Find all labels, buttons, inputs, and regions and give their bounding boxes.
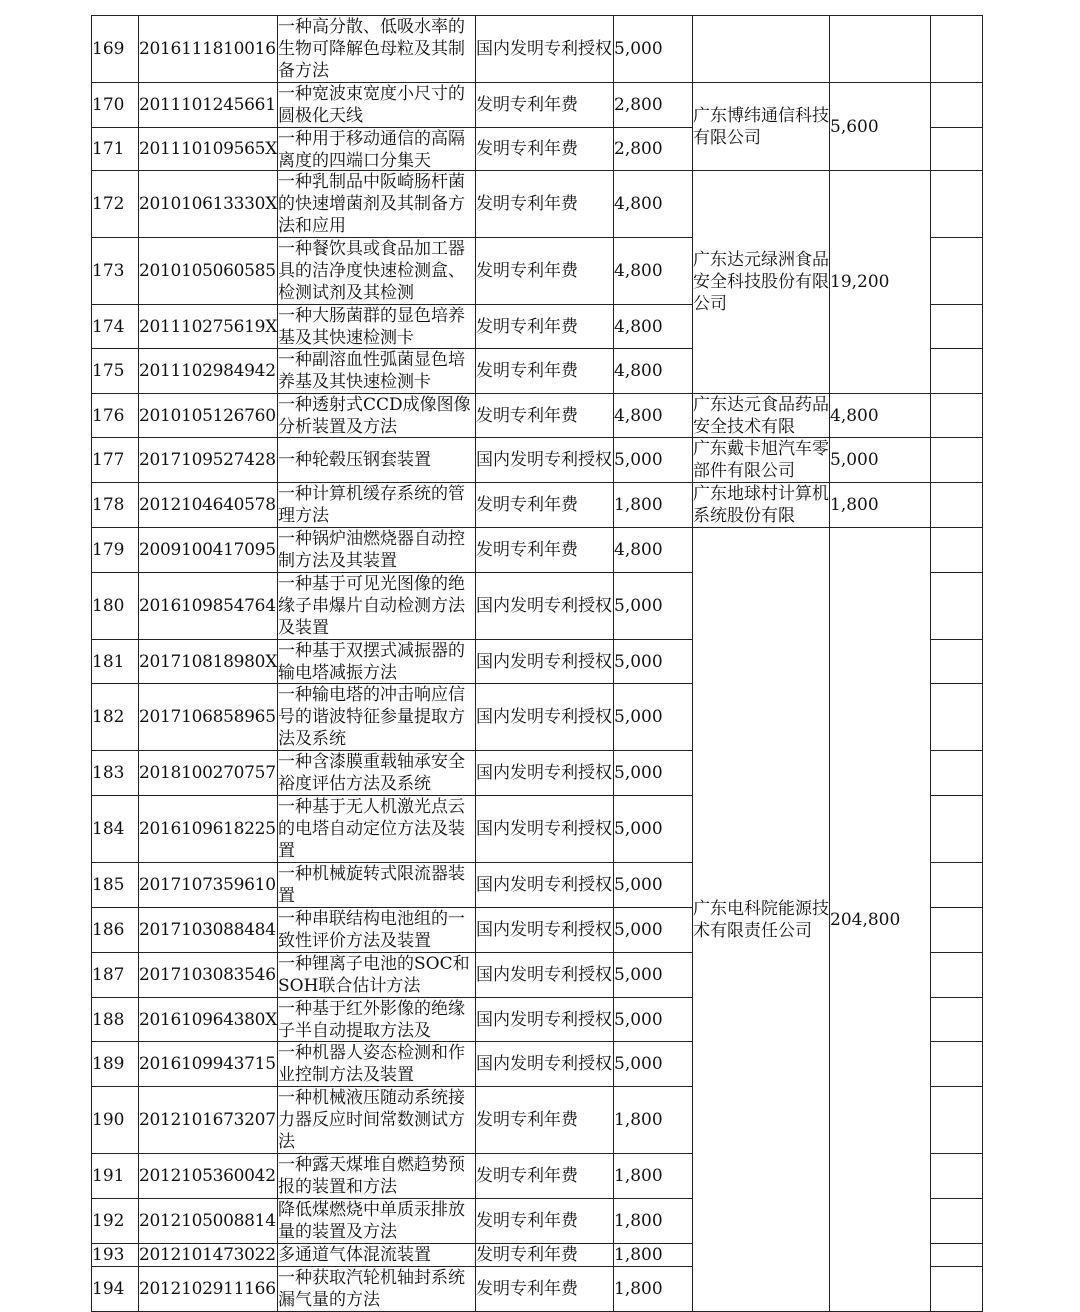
subsidy-amount: 4,800 bbox=[614, 394, 693, 438]
patent-number: 2012105008814 bbox=[139, 1199, 278, 1244]
patent-name: 一种获取汽轮机轴封系统漏气量的方法 bbox=[278, 1268, 465, 1310]
subsidy-type: 发明专利年费 bbox=[476, 1154, 614, 1199]
subsidy-amount: 4,800 bbox=[614, 238, 693, 305]
row-number: 193 bbox=[92, 1244, 139, 1267]
row-number: 182 bbox=[92, 684, 139, 751]
patent-name: 一种高分散、低吸水率的生物可降解色母粒及其制备方法 bbox=[278, 17, 465, 81]
subsidy-type: 国内发明专利授权 bbox=[476, 640, 614, 684]
company-name-cell bbox=[693, 438, 830, 483]
row-number: 185 bbox=[92, 863, 139, 908]
subsidy-amount: 4,800 bbox=[614, 349, 693, 394]
subsidy-type: 发明专利年费 bbox=[476, 1244, 614, 1267]
row-number: 174 bbox=[92, 305, 139, 349]
patent-name-cell bbox=[278, 16, 476, 83]
patent-number: 2017103083546 bbox=[139, 953, 278, 998]
patent-name-cell bbox=[278, 483, 476, 528]
patent-name-cell bbox=[278, 305, 476, 349]
row-number: 177 bbox=[92, 438, 139, 483]
subsidy-type: 发明专利年费 bbox=[476, 1199, 614, 1244]
company-total: 5,000 bbox=[830, 438, 931, 483]
subsidy-amount: 5,000 bbox=[614, 640, 693, 684]
subsidy-type: 国内发明专利授权 bbox=[476, 438, 614, 483]
patent-name-cell bbox=[278, 528, 476, 573]
blank-cell bbox=[931, 1244, 983, 1267]
patent-name-cell bbox=[278, 1244, 476, 1267]
blank-cell bbox=[931, 751, 983, 796]
patent-number: 2016111810016 bbox=[139, 16, 278, 83]
blank-cell bbox=[931, 394, 983, 438]
company-name-cell bbox=[693, 528, 830, 1312]
row-number: 179 bbox=[92, 528, 139, 573]
row-number: 173 bbox=[92, 238, 139, 305]
patent-name-cell bbox=[278, 863, 476, 908]
subsidy-amount: 5,000 bbox=[614, 998, 693, 1042]
row-number: 178 bbox=[92, 483, 139, 528]
patent-name: 一种宽波束宽度小尺寸的圆极化天线 bbox=[278, 84, 465, 126]
table-row bbox=[92, 83, 983, 128]
company-name-cell bbox=[693, 394, 830, 438]
row-number: 171 bbox=[92, 128, 139, 171]
table-row bbox=[92, 528, 983, 573]
patent-number: 201710818980X bbox=[139, 640, 278, 684]
patent-name-cell bbox=[278, 128, 476, 171]
patent-number: 2018100270757 bbox=[139, 751, 278, 796]
subsidy-amount: 5,000 bbox=[614, 796, 693, 863]
patent-name: 一种机械液压随动系统接力器反应时间常数测试方法 bbox=[278, 1088, 465, 1152]
patent-number: 2017103088484 bbox=[139, 908, 278, 953]
patent-name: 一种基于红外影像的绝缘子半自动提取方法及 bbox=[278, 999, 465, 1041]
blank-cell bbox=[931, 908, 983, 953]
company-name: 广东地球村计算机系统股份有限 bbox=[693, 484, 829, 526]
patent-name: 一种餐饮具或食品加工器具的洁净度快速检测盒、检测试剂及其检测 bbox=[278, 239, 465, 303]
subsidy-type: 国内发明专利授权 bbox=[476, 953, 614, 998]
subsidy-type: 发明专利年费 bbox=[476, 305, 614, 349]
patent-name-cell bbox=[278, 438, 476, 483]
patent-number: 2016109618225 bbox=[139, 796, 278, 863]
subsidy-type: 发明专利年费 bbox=[476, 83, 614, 128]
patent-name-cell bbox=[278, 684, 476, 751]
row-number: 181 bbox=[92, 640, 139, 684]
patent-number: 2009100417095 bbox=[139, 528, 278, 573]
patent-name-cell bbox=[278, 349, 476, 394]
company-name: 广东博纬通信科技有限公司 bbox=[693, 105, 829, 148]
patent-number: 2017107359610 bbox=[139, 863, 278, 908]
patent-name-cell bbox=[278, 1087, 476, 1154]
company-name: 广东达元绿洲食品安全科技股份有限公司 bbox=[693, 250, 829, 314]
subsidy-type: 国内发明专利授权 bbox=[476, 751, 614, 796]
patent-name-cell bbox=[278, 998, 476, 1042]
patent-name-cell bbox=[278, 908, 476, 953]
row-number: 172 bbox=[92, 171, 139, 238]
subsidy-type: 发明专利年费 bbox=[476, 128, 614, 171]
patent-name-cell bbox=[278, 1199, 476, 1244]
patent-name: 一种机器人姿态检测和作业控制方法及装置 bbox=[278, 1043, 465, 1085]
blank-cell bbox=[931, 238, 983, 305]
patent-name-cell bbox=[278, 573, 476, 640]
company-name-cell bbox=[693, 83, 830, 171]
subsidy-type: 发明专利年费 bbox=[476, 528, 614, 573]
subsidy-amount: 1,800 bbox=[614, 1267, 693, 1312]
patent-number: 2016109854764 bbox=[139, 573, 278, 640]
row-number: 192 bbox=[92, 1199, 139, 1244]
blank-cell bbox=[931, 796, 983, 863]
patent-name: 一种乳制品中阪崎肠杆菌的快速增菌剂及其制备方法和应用 bbox=[278, 172, 465, 236]
patent-name: 一种基于双摆式减振器的输电塔减振方法 bbox=[278, 641, 465, 683]
subsidy-amount: 5,000 bbox=[614, 751, 693, 796]
blank-cell bbox=[931, 573, 983, 640]
subsidy-amount: 5,000 bbox=[614, 684, 693, 751]
patent-name-cell bbox=[278, 796, 476, 863]
subsidy-amount: 5,000 bbox=[614, 1042, 693, 1087]
subsidy-type: 国内发明专利授权 bbox=[476, 1042, 614, 1087]
patent-name: 一种透射式CCD成像图像分析装置及方法 bbox=[278, 395, 471, 437]
subsidy-type: 国内发明专利授权 bbox=[476, 16, 614, 83]
blank-cell bbox=[931, 1267, 983, 1312]
patent-name: 一种锂离子电池的SOC和SOH联合估计方法 bbox=[278, 954, 470, 996]
subsidy-type: 发明专利年费 bbox=[476, 1087, 614, 1154]
patent-number: 201110109565X bbox=[139, 128, 278, 171]
patent-number: 2016109943715 bbox=[139, 1042, 278, 1087]
subsidy-type: 发明专利年费 bbox=[476, 171, 614, 238]
subsidy-type: 发明专利年费 bbox=[476, 483, 614, 528]
patent-number: 2017109527428 bbox=[139, 438, 278, 483]
blank-cell bbox=[931, 483, 983, 528]
patent-name: 一种串联结构电池组的一致性评价方法及装置 bbox=[278, 909, 465, 951]
company-total: 4,800 bbox=[830, 394, 931, 438]
blank-cell bbox=[931, 16, 983, 83]
subsidy-amount: 5,000 bbox=[614, 573, 693, 640]
blank-cell bbox=[931, 83, 983, 128]
subsidy-amount: 4,800 bbox=[614, 305, 693, 349]
patent-number: 2010105060585 bbox=[139, 238, 278, 305]
company-name: 广东达元食品药品安全技术有限 bbox=[693, 395, 829, 437]
patent-number: 201610964380X bbox=[139, 998, 278, 1042]
blank-cell bbox=[931, 998, 983, 1042]
patent-name: 一种轮毂压钢套装置 bbox=[278, 450, 431, 470]
blank-cell bbox=[931, 305, 983, 349]
patent-name-cell bbox=[278, 1267, 476, 1312]
patent-name-cell bbox=[278, 1042, 476, 1087]
patent-name-cell bbox=[278, 238, 476, 305]
patent-number: 2011102984942 bbox=[139, 349, 278, 394]
row-number: 176 bbox=[92, 394, 139, 438]
patent-number: 201010613330X bbox=[139, 171, 278, 238]
subsidy-type: 国内发明专利授权 bbox=[476, 684, 614, 751]
blank-cell bbox=[931, 528, 983, 573]
patent-name: 一种基于可见光图像的绝缘子串爆片自动检测方法及装置 bbox=[278, 574, 465, 638]
row-number: 180 bbox=[92, 573, 139, 640]
row-number: 194 bbox=[92, 1267, 139, 1312]
patent-name-cell bbox=[278, 751, 476, 796]
company-total: 204,800 bbox=[830, 528, 931, 1312]
subsidy-amount: 1,800 bbox=[614, 1154, 693, 1199]
blank-cell bbox=[931, 684, 983, 751]
row-number: 190 bbox=[92, 1087, 139, 1154]
patent-number: 2012105360042 bbox=[139, 1154, 278, 1199]
row-number: 183 bbox=[92, 751, 139, 796]
subsidy-amount: 5,000 bbox=[614, 438, 693, 483]
company-total: 1,800 bbox=[830, 483, 931, 528]
patent-name-cell bbox=[278, 171, 476, 238]
subsidy-amount: 2,800 bbox=[614, 128, 693, 171]
subsidy-amount: 1,800 bbox=[614, 1087, 693, 1154]
table-row bbox=[92, 438, 983, 483]
patent-name: 一种副溶血性弧菌显色培养基及其快速检测卡 bbox=[278, 350, 465, 392]
patent-name: 一种用于移动通信的高隔离度的四端口分集天 bbox=[278, 129, 465, 170]
patent-number: 201110275619X bbox=[139, 305, 278, 349]
subsidy-type: 发明专利年费 bbox=[476, 349, 614, 394]
subsidy-amount: 1,800 bbox=[614, 483, 693, 528]
subsidy-type: 国内发明专利授权 bbox=[476, 863, 614, 908]
patent-name: 一种含漆膜重载轴承安全裕度评估方法及系统 bbox=[278, 752, 465, 794]
row-number: 169 bbox=[92, 16, 139, 83]
subsidy-amount: 4,800 bbox=[614, 528, 693, 573]
row-number: 191 bbox=[92, 1154, 139, 1199]
company-name-cell bbox=[693, 171, 830, 394]
blank-cell bbox=[931, 171, 983, 238]
patent-name: 一种露天煤堆自燃趋势预报的装置和方法 bbox=[278, 1155, 465, 1197]
blank-cell bbox=[931, 1087, 983, 1154]
company-name-cell bbox=[693, 16, 830, 83]
patent-number: 2010105126760 bbox=[139, 394, 278, 438]
subsidy-type: 国内发明专利授权 bbox=[476, 908, 614, 953]
table-row bbox=[92, 394, 983, 438]
subsidy-amount: 1,800 bbox=[614, 1199, 693, 1244]
company-total: 5,600 bbox=[830, 83, 931, 171]
blank-cell bbox=[931, 953, 983, 998]
subsidy-amount: 2,800 bbox=[614, 83, 693, 128]
row-number: 175 bbox=[92, 349, 139, 394]
patent-name-cell bbox=[278, 640, 476, 684]
table-row bbox=[92, 16, 983, 83]
table-row bbox=[92, 483, 983, 528]
blank-cell bbox=[931, 438, 983, 483]
table-row bbox=[92, 171, 983, 238]
patent-number: 2012101473022 bbox=[139, 1245, 276, 1265]
subsidy-amount: 5,000 bbox=[614, 953, 693, 998]
patent-name: 多通道气体混流装置 bbox=[278, 1245, 431, 1265]
subsidy-amount: 5,000 bbox=[614, 863, 693, 908]
patent-name-cell bbox=[278, 83, 476, 128]
subsidy-amount: 5,000 bbox=[614, 908, 693, 953]
patent-name: 一种机械旋转式限流器装置 bbox=[278, 864, 465, 906]
row-number: 187 bbox=[92, 953, 139, 998]
blank-cell bbox=[931, 1042, 983, 1087]
patent-number: 2011101245661 bbox=[139, 83, 278, 128]
subsidy-amount: 1,800 bbox=[614, 1244, 693, 1267]
blank-cell bbox=[931, 1199, 983, 1244]
subsidy-type: 发明专利年费 bbox=[476, 1267, 614, 1312]
subsidy-amount: 5,000 bbox=[614, 16, 693, 83]
patent-number: 2017106858965 bbox=[139, 684, 278, 751]
subsidy-amount: 4,800 bbox=[614, 171, 693, 238]
row-number: 189 bbox=[92, 1042, 139, 1087]
patent-number: 2012104640578 bbox=[139, 483, 278, 528]
subsidy-type: 国内发明专利授权 bbox=[476, 998, 614, 1042]
blank-cell bbox=[931, 128, 983, 171]
subsidy-type: 国内发明专利授权 bbox=[476, 573, 614, 640]
patent-subsidy-table bbox=[91, 15, 983, 1312]
row-number: 188 bbox=[92, 998, 139, 1042]
patent-name: 一种基于无人机激光点云的电塔自动定位方法及装置 bbox=[278, 797, 465, 861]
patent-name-cell bbox=[278, 394, 476, 438]
patent-name: 降低煤燃烧中单质汞排放量的装置及方法 bbox=[278, 1200, 465, 1242]
patent-name: 一种大肠菌群的显色培养基及其快速检测卡 bbox=[278, 306, 465, 348]
blank-cell bbox=[931, 349, 983, 394]
subsidy-type: 发明专利年费 bbox=[476, 238, 614, 305]
company-name: 广东戴卡旭汽车零部件有限公司 bbox=[693, 439, 829, 481]
blank-cell bbox=[931, 640, 983, 684]
row-number: 184 bbox=[92, 796, 139, 863]
subsidy-type: 国内发明专利授权 bbox=[476, 796, 614, 863]
company-total bbox=[830, 16, 931, 83]
patent-number: 2012101673207 bbox=[139, 1087, 278, 1154]
patent-name: 一种计算机缓存系统的管理方法 bbox=[278, 484, 465, 526]
patent-number: 2012102911166 bbox=[139, 1267, 278, 1312]
patent-name: 一种锅炉油燃烧器自动控制方法及其装置 bbox=[278, 529, 465, 571]
row-number: 170 bbox=[92, 83, 139, 128]
company-name: 广东电科院能源技术有限责任公司 bbox=[693, 898, 829, 941]
company-name-cell bbox=[693, 483, 830, 528]
row-number: 186 bbox=[92, 908, 139, 953]
patent-name: 一种输电塔的冲击响应信号的谐波特征参量提取方法及系统 bbox=[278, 685, 465, 749]
blank-cell bbox=[931, 863, 983, 908]
company-total: 19,200 bbox=[830, 171, 931, 394]
patent-name-cell bbox=[278, 953, 476, 998]
patent-name-cell bbox=[278, 1154, 476, 1199]
subsidy-type: 发明专利年费 bbox=[476, 394, 614, 438]
blank-cell bbox=[931, 1154, 983, 1199]
